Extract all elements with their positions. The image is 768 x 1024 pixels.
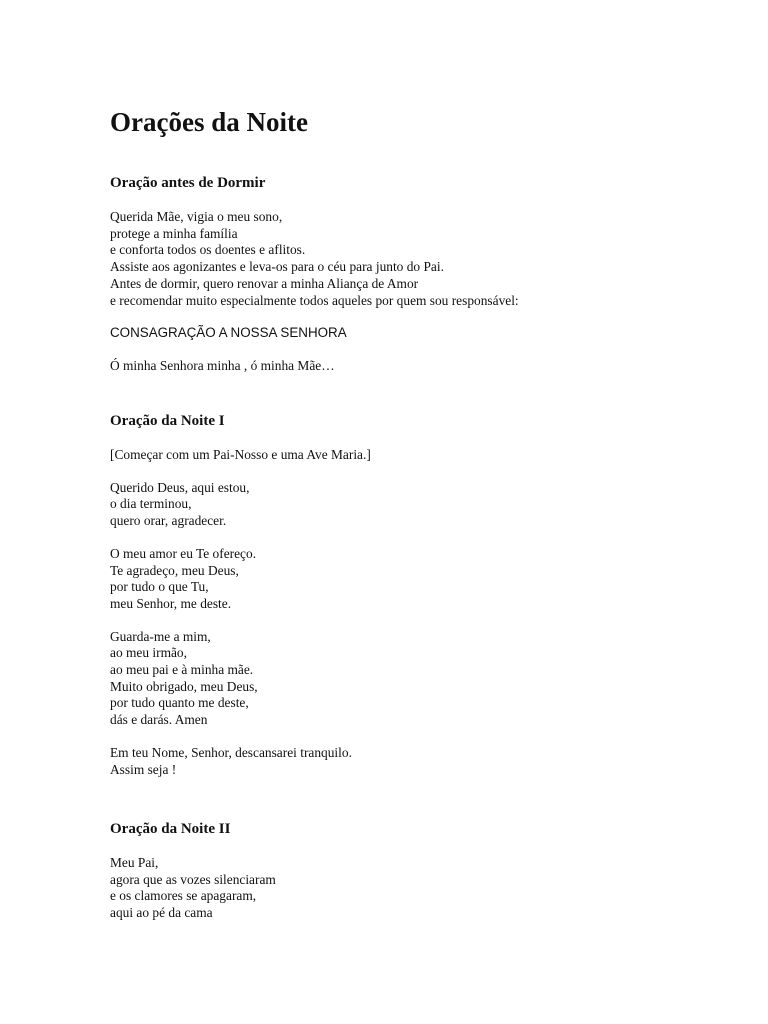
text-line: Muito obrigado, meu Deus, [110,678,258,694]
text-line: Assiste aos agonizantes e leva-os para o céu para junto do Pai. [110,259,444,275]
text-line: Em teu Nome, Senhor, descansarei tranquilo. [110,744,352,760]
document-page [110,106,730,921]
section-oracao-da-noite-i [110,412,371,778]
text-line: ao meu irmão, [110,645,187,661]
text-line: quero orar, agradecer. [110,513,227,529]
section-oracao-antes-de-dormir [110,174,519,375]
stanza [110,855,276,922]
stanza [110,209,519,309]
text-line: meu Senhor, me deste. [110,595,232,611]
text-line: Assim seja ! [110,761,177,777]
text-line: Querido Deus, aqui estou, [110,479,250,495]
text-line: Meu Pai, [110,855,159,870]
text-line: ao meu pai e à minha mãe. [110,662,254,678]
text-line: agora que as vozes silenciaram [110,871,276,887]
stanza [110,480,371,530]
text-line: Ó minha Senhora minha , ó minha Mãe… [110,357,335,373]
text-line: por tudo o que Tu, [110,579,209,595]
text-line: o dia terminou, [110,496,192,512]
text-line: por tudo quanto me deste, [110,695,249,711]
stanza [110,546,371,613]
text-line: e recomendar muito especialmente todos aqueles por quem sou responsável: [110,292,519,308]
stanza [110,629,371,729]
text-line: [Começar com um Pai-Nosso e uma Ave Maria.] [110,447,371,462]
text-line: protege a minha família [110,225,238,241]
text-line: CONSAGRAÇÃO A NOSSA SENHORA [110,325,347,341]
text-line: Te agradeço, meu Deus, [110,562,239,578]
section-oracao-da-noite-ii [110,820,276,922]
text-line: Querida Mãe, vigia o meu sono, [110,209,283,224]
text-line: e conforta todos os doentes e aflitos. [110,242,306,258]
text-line: e os clamores se apagaram, [110,888,257,904]
text-line: O meu amor eu Te ofereço. [110,545,257,561]
section-heading: Oração antes de Dormir [110,175,266,191]
page-title: Orações da Noite [110,107,308,137]
text-line: Guarda-me a mim, [110,628,211,644]
text-line: Antes de dormir, quero renovar a minha Aliança de Amor [110,275,419,291]
section-heading: Oração da Noite II [110,821,231,837]
text-line: dás e darás. Amen [110,712,208,728]
stanza [110,447,371,464]
section-heading: Oração da Noite I [110,413,225,429]
text-line: aqui ao pé da cama [110,905,213,921]
stanza [110,745,371,778]
stanza [110,358,519,375]
stanza [110,325,519,342]
